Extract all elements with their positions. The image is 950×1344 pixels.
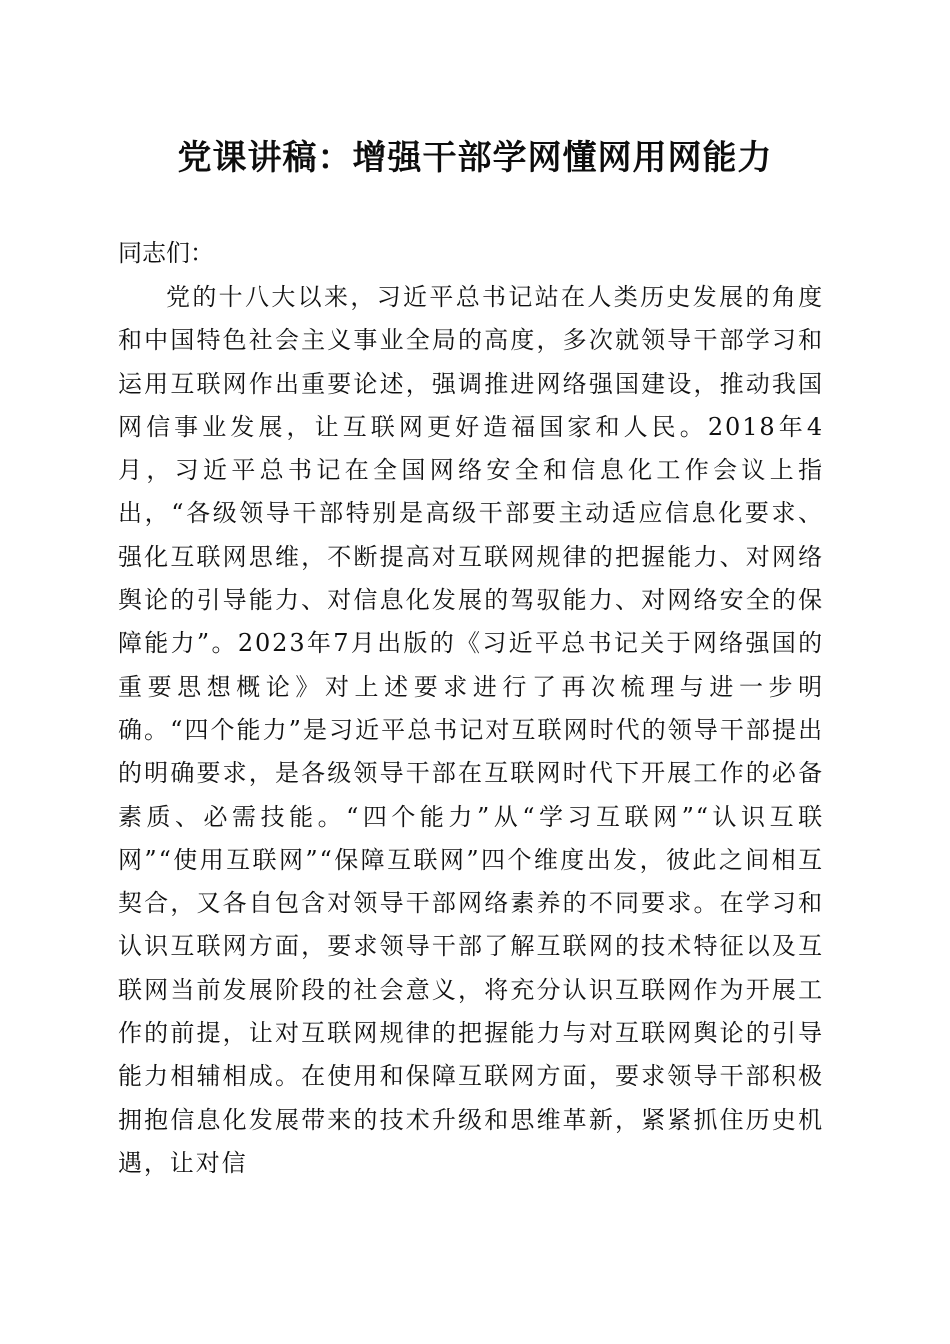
body-paragraph: 党的十八大以来，习近平总书记站在人类历史发展的角度和中国特色社会主义事业全局的高度，多次就领导干部学习和运用互联网作出重要论述，强调推进网络强国建设，推动我国网信事业发展，让互联网更好造福国家和人民。2018年4月，习近平总书记在全国网络安全和信息化工作会议上指出，“各级领导干部特别是高级干部要主动适应信息化要求、强化互联网思维，不断提高对互联网规律的把握能力、对网络舆论的引导能力、对信息化发展的驾驭能力、对网络安全的保障能力”。2023年7月出版的《习近平总书记关于网络强国的重要思想概论》对上述要求进行了再次梳理与进一步明确。“四个能力”是习近平总书记对互联网时代的领导干部提出的明确要求，是各级领导干部在互联网时代下开展工作的必备素质、必需技能。“四个能力”从“学习互联网”“认识互联网”“使用互联网”“保障互联网”四个维度出发，彼此之间相互契合，又各自包含对领导干部网络素养的不同要求。在学习和认识互联网方面，要求领导干部了解互联网的技术特征以及互联网当前发展阶段的社会意义，将充分认识互联网作为开展工作的前提，让对互联网规律的把握能力与对互联网舆论的引导能力相辅相成。在使用和保障互联网方面，要求领导干部积极拥抱信息化发展带来的技术升级和思维革新，紧紧抓住历史机遇，让对信 (118, 283, 824, 1177)
salutation: 同志们： (118, 239, 214, 267)
document-title: 党课讲稿：增强干部学网懂网用网能力 (177, 138, 773, 178)
